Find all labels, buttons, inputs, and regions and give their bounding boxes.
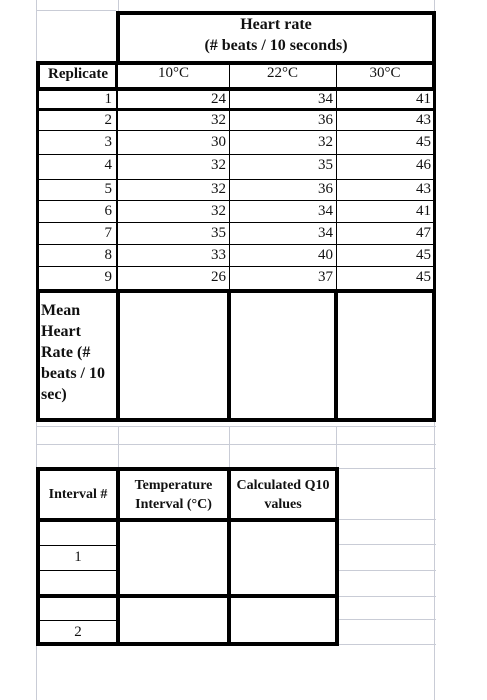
mean-cell-10c[interactable] <box>120 293 227 418</box>
temperature-interval-cell[interactable] <box>120 522 227 594</box>
mean-cell-30c[interactable] <box>338 293 432 418</box>
replicate-number: 1 <box>104 91 112 107</box>
cell-30c: 45 <box>416 247 431 263</box>
replicate-number: 2 <box>104 112 112 128</box>
cell-22c: 36 <box>318 112 333 128</box>
mean-label-line: Mean <box>41 302 81 319</box>
cell-30c: 45 <box>416 269 431 285</box>
heart-rate-header <box>118 14 434 56</box>
cell-10c: 24 <box>211 91 226 107</box>
cell-10c: 33 <box>211 247 226 263</box>
mean-label-line: sec) <box>41 386 67 403</box>
replicate-number: 8 <box>104 247 112 263</box>
temperature-interval-header-line: Interval (°C) <box>135 497 212 512</box>
cell-10c: 30 <box>211 134 226 150</box>
cell-22c: 40 <box>318 247 333 263</box>
cell-30c: 45 <box>416 134 431 150</box>
cell-22c: 35 <box>318 157 333 173</box>
replicate-number: 3 <box>104 134 112 150</box>
temp-header-10: 10°C <box>157 65 189 81</box>
cell-10c: 32 <box>211 203 226 219</box>
cell-30c: 41 <box>416 203 431 219</box>
cell-10c: 32 <box>211 157 226 173</box>
cell-22c: 32 <box>318 134 333 150</box>
q10-value-cell[interactable] <box>231 522 335 594</box>
mean-label-line: Heart <box>41 323 81 340</box>
cell-30c: 47 <box>416 225 431 241</box>
replicate-number: 4 <box>104 157 112 173</box>
q10-values-header-line: Calculated Q10 <box>236 478 330 493</box>
replicate-number: 5 <box>104 181 112 197</box>
interval-number: 1 <box>74 549 82 565</box>
q10-values-header-line: values <box>264 497 302 512</box>
replicate-number: 9 <box>104 269 112 285</box>
temperature-interval-header-line: Temperature <box>134 478 213 493</box>
temp-header-30: 30°C <box>369 65 401 81</box>
cell-22c: 34 <box>318 225 333 241</box>
cell-30c: 41 <box>416 91 431 107</box>
cell-10c: 35 <box>211 225 226 241</box>
cell-10c: 32 <box>211 181 226 197</box>
cell-30c: 43 <box>416 112 431 128</box>
cell-22c: 36 <box>318 181 333 197</box>
replicate-header: Replicate <box>48 66 108 82</box>
q10-values-header <box>231 476 335 514</box>
mean-heart-rate-label <box>41 300 119 405</box>
interval-number: 2 <box>74 624 82 640</box>
q10-value-cell[interactable] <box>231 598 335 642</box>
cell-30c: 43 <box>416 181 431 197</box>
heart-rate-title: Heart rate <box>240 16 312 33</box>
temperature-interval-cell[interactable] <box>120 598 227 642</box>
mean-label-line: beats / 10 <box>41 365 105 382</box>
cell-22c: 37 <box>318 269 333 285</box>
mean-label-line: Rate (# <box>41 344 91 361</box>
heart-rate-units: (# beats / 10 seconds) <box>204 37 348 54</box>
temperature-interval-header <box>120 476 227 514</box>
replicate-number: 6 <box>104 203 112 219</box>
cell-22c: 34 <box>318 91 333 107</box>
replicate-number: 7 <box>104 225 112 241</box>
cell-10c: 32 <box>211 112 226 128</box>
temp-header-22: 22°C <box>266 65 298 81</box>
cell-22c: 34 <box>318 203 333 219</box>
mean-cell-22c[interactable] <box>231 293 334 418</box>
interval-number-header: Interval # <box>48 487 108 502</box>
cell-30c: 46 <box>416 157 431 173</box>
cell-10c: 26 <box>211 269 226 285</box>
